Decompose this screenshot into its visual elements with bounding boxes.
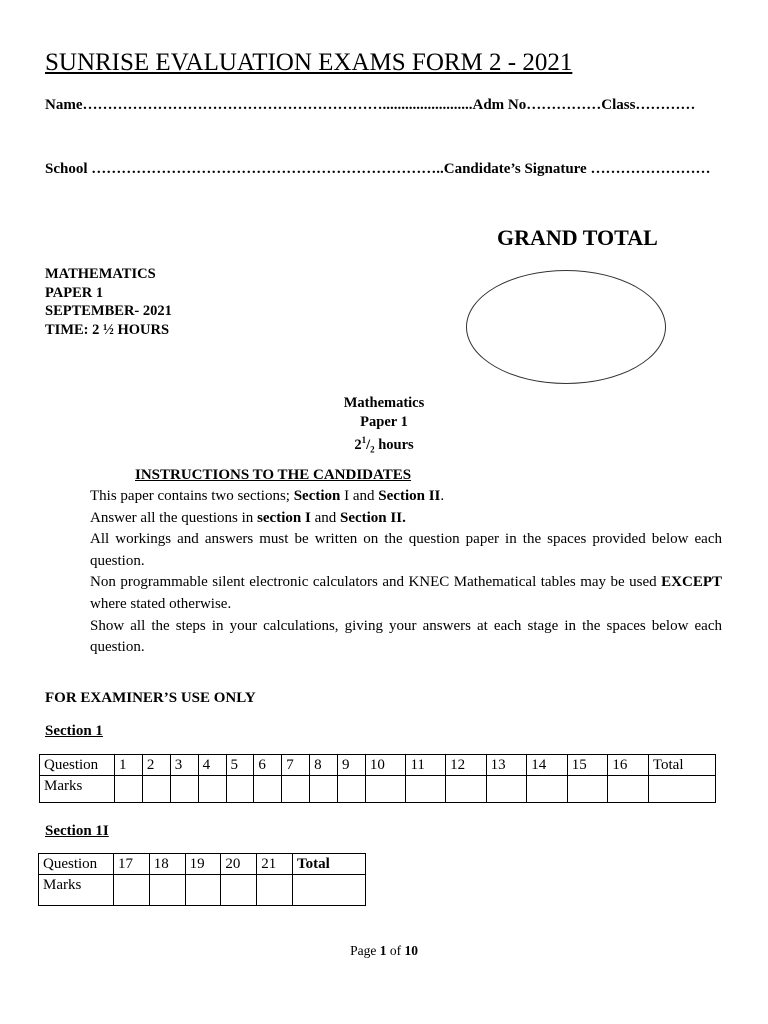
center-paper-block [284, 394, 484, 459]
question-number: 3 [170, 755, 198, 776]
section-2-title: Section 1I [45, 823, 109, 839]
question-label: Question [39, 854, 114, 875]
paper-time: TIME: 2 ½ HOURS [45, 321, 170, 338]
school-signature-line: School ……………………………………………………………..Candidate’s Signature …………………… [45, 161, 711, 177]
question-number: 4 [198, 755, 226, 776]
marks-cell[interactable] [149, 875, 185, 906]
grand-total-label: GRAND TOTAL [497, 225, 658, 250]
question-number: 17 [114, 854, 150, 875]
paper-number: PAPER 1 [45, 284, 104, 301]
paper-date: SEPTEMBER- 2021 [45, 303, 172, 319]
marks-cell[interactable] [198, 776, 226, 803]
question-number: 13 [486, 755, 527, 776]
grand-total-oval [466, 270, 666, 384]
marks-cell[interactable] [185, 875, 221, 906]
question-number: 6 [254, 755, 282, 776]
current-page: 1 [379, 943, 387, 958]
instructions-heading: INSTRUCTIONS TO THE CANDIDATES [135, 467, 412, 483]
examiner-use-heading: FOR EXAMINER’S USE ONLY [45, 690, 256, 706]
instruction-4: Non programmable silent electronic calculators and KNEC Mathematical tables may be used EXCEPT where stated otherwise. [90, 574, 722, 612]
center-subject: Mathematics [343, 395, 425, 411]
marks-cell[interactable] [114, 875, 150, 906]
marks-cell[interactable] [257, 875, 293, 906]
question-number: 16 [608, 755, 649, 776]
marks-cell[interactable] [170, 776, 198, 803]
instruction-1: This paper contains two sections; Section I and Section II. [90, 488, 445, 504]
instruction-5: Show all the steps in your calculations, giving your answers at each stage in the spaces below each question. [90, 617, 722, 656]
section-1-marks-table [39, 754, 716, 803]
marks-cell[interactable] [567, 776, 608, 803]
question-number: 12 [446, 755, 487, 776]
marks-cell[interactable] [310, 776, 338, 803]
section-2-marks-table [38, 853, 366, 906]
marks-cell[interactable] [446, 776, 487, 803]
question-number: 2 [142, 755, 170, 776]
question-number: 14 [527, 755, 568, 776]
marks-label: Marks [39, 875, 114, 906]
question-number: 1 [115, 755, 143, 776]
page-footer: Page 1 of 10 [350, 943, 418, 958]
question-number: 8 [310, 755, 338, 776]
duration-numerator: 1 [361, 435, 367, 445]
total-pages: 10 [404, 943, 418, 958]
paper-info [45, 265, 172, 339]
center-duration: $2^1/_2$ hours [354, 435, 414, 455]
instructions-list [90, 486, 722, 659]
question-number: 7 [282, 755, 310, 776]
marks-cell[interactable] [282, 776, 310, 803]
duration-unit: hours [374, 436, 414, 453]
marks-total-cell[interactable] [293, 875, 366, 906]
question-number: 10 [365, 755, 406, 776]
marks-cell[interactable] [221, 875, 257, 906]
instruction-3: All workings and answers must be written on the question paper in the spaces provided below each question. [90, 531, 722, 569]
question-number: 21 [257, 854, 293, 875]
name-adm-class-line: Name……………………………………………………........................Adm No……………Class………… [45, 97, 696, 113]
center-paper: Paper 1 [360, 413, 408, 430]
instruction-2: Answer all the questions in section I and Section II. [90, 509, 406, 526]
marks-cell[interactable] [142, 776, 170, 803]
duration-denominator: 2 [370, 444, 375, 455]
marks-cell[interactable] [365, 776, 406, 803]
question-number: 11 [406, 755, 446, 776]
marks-cell[interactable] [226, 776, 254, 803]
total-label: Total [293, 854, 366, 875]
question-number: 9 [338, 755, 366, 776]
question-number: 5 [226, 755, 254, 776]
section-1-question-row [40, 755, 716, 776]
marks-cell[interactable] [254, 776, 282, 803]
marks-label: Marks [40, 776, 115, 803]
question-label: Question [40, 755, 115, 776]
paper-subject: MATHEMATICS [45, 266, 156, 282]
marks-cell[interactable] [338, 776, 366, 803]
total-label: Total [648, 755, 715, 776]
question-number: 20 [221, 854, 257, 875]
marks-cell[interactable] [608, 776, 649, 803]
section-2-marks-row [39, 875, 366, 906]
marks-total-cell[interactable] [648, 776, 715, 803]
question-number: 18 [149, 854, 185, 875]
question-number: 19 [185, 854, 221, 875]
exam-title: SUNRISE EVALUATION EXAMS FORM 2 - 2021 [45, 49, 573, 76]
marks-cell[interactable] [406, 776, 446, 803]
section-1-title: Section 1 [45, 723, 103, 739]
section-1-marks-row [40, 776, 716, 803]
marks-cell[interactable] [115, 776, 143, 803]
duration-whole: 2 [354, 436, 362, 453]
marks-cell[interactable] [527, 776, 568, 803]
section-2-question-row [39, 854, 366, 875]
marks-cell[interactable] [486, 776, 527, 803]
question-number: 15 [567, 755, 608, 776]
